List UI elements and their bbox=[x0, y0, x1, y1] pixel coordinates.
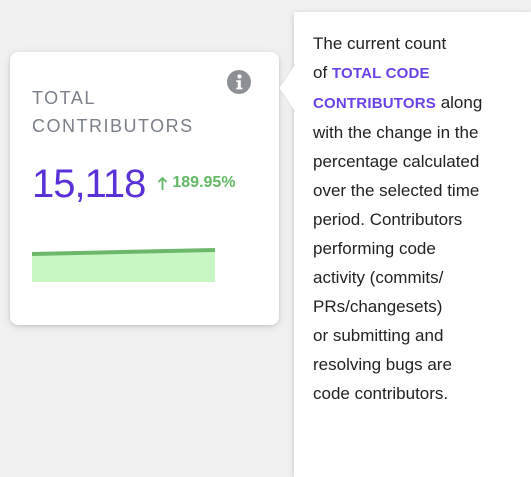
metric-change-value: 189.95% bbox=[172, 174, 236, 191]
metric-card bbox=[10, 52, 279, 325]
tooltip-line: code contributors. bbox=[313, 384, 449, 403]
tooltip-line: PRs/changesets) bbox=[313, 297, 443, 316]
tooltip-line: over the selected time bbox=[313, 181, 480, 200]
tooltip-line: percentage calculated bbox=[313, 152, 480, 171]
tooltip-line: period. Contributors bbox=[313, 210, 463, 229]
tooltip-line: activity (commits/ bbox=[313, 268, 444, 287]
tooltip-pointer bbox=[279, 64, 295, 112]
tooltip-highlight: TOTAL CODE bbox=[331, 65, 430, 82]
tooltip-line bbox=[313, 58, 531, 88]
tooltip-text-segment: of bbox=[313, 63, 332, 82]
sparkline-chart bbox=[32, 248, 215, 282]
tooltip-highlight: CONTRIBUTORS bbox=[313, 95, 436, 112]
card-title bbox=[32, 84, 232, 140]
info-icon[interactable] bbox=[226, 69, 252, 95]
card-title-line1: TOTAL bbox=[32, 88, 96, 108]
tooltip-line bbox=[313, 88, 531, 118]
tooltip-line: with the change in the bbox=[313, 123, 479, 142]
tooltip-line: resolving bugs are bbox=[313, 355, 452, 374]
metric-change bbox=[157, 174, 235, 192]
tooltip-line: performing code bbox=[313, 239, 436, 258]
metric-value: 15,118 bbox=[32, 162, 146, 206]
tooltip-line: or submitting and bbox=[313, 326, 444, 345]
info-tooltip bbox=[294, 12, 531, 477]
card-title-line2: CONTRIBUTORS bbox=[32, 116, 194, 136]
metric-row bbox=[32, 160, 236, 208]
tooltip-text bbox=[313, 29, 531, 408]
tooltip-line: The current count bbox=[313, 34, 447, 53]
arrow-up-icon bbox=[157, 177, 168, 191]
tooltip-text-segment: along bbox=[435, 93, 483, 112]
